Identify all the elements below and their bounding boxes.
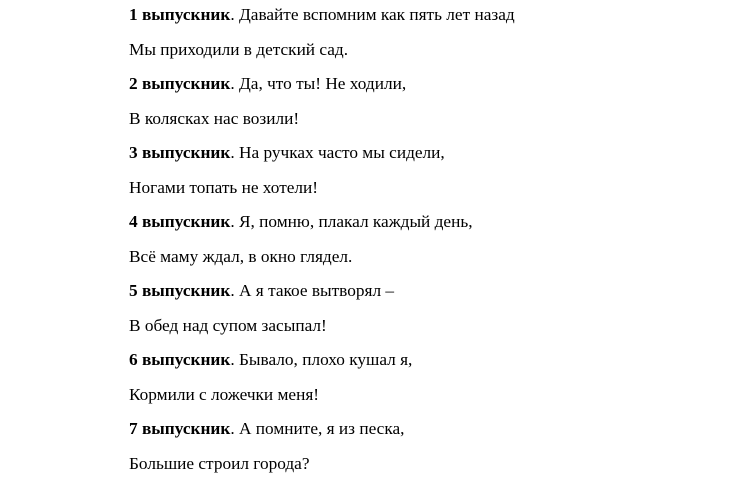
speaker-line-text: . На ручках часто мы сидели, [230,143,445,162]
stanza-2-continuation-line: В колясках нас возили! [129,108,300,128]
speaker-label: 7 выпускник [129,419,231,438]
speaker-line-text: . Да, что ты! Не ходили, [230,74,407,93]
stanza-6-continuation-line: Кормили с ложечки меня! [129,384,320,404]
stanza-3-continuation-line: Ногами топать не хотели! [129,177,319,197]
speaker-line-text: . Я, помню, плакал каждый день, [230,212,473,231]
stanza-5-speaker-line [129,281,719,301]
stanza-4-continuation-line: Всё маму ждал, в окно глядел. [129,246,353,266]
speaker-label: 6 выпускник [129,350,231,369]
speaker-line-text: . Давайте вспомним как пять лет назад [230,5,515,24]
speaker-line-text: . Бывало, плохо кушал я, [230,350,413,369]
stanza-5-continuation-line: В обед над супом засыпал! [129,315,327,335]
poem-document [129,5,719,488]
stanza-3-speaker-line [129,143,719,163]
stanza-7-continuation-line: Большие строил города? [129,453,310,473]
stanza-6-speaker-line [129,350,719,370]
speaker-label: 2 выпускник [129,74,231,93]
stanza-2-speaker-line [129,74,719,94]
speaker-label: 5 выпускник [129,281,231,300]
speaker-line-text: . А я такое вытворял – [230,281,395,300]
stanza-7-speaker-line [129,419,719,439]
speaker-line-text: . А помните, я из песка, [230,419,405,438]
stanza-1-continuation-line: Мы приходили в детский сад. [129,39,349,59]
speaker-label: 1 выпускник [129,5,231,24]
speaker-label: 3 выпускник [129,143,231,162]
stanza-1-speaker-line [129,5,719,25]
stanza-4-speaker-line [129,212,719,232]
speaker-label: 4 выпускник [129,212,231,231]
